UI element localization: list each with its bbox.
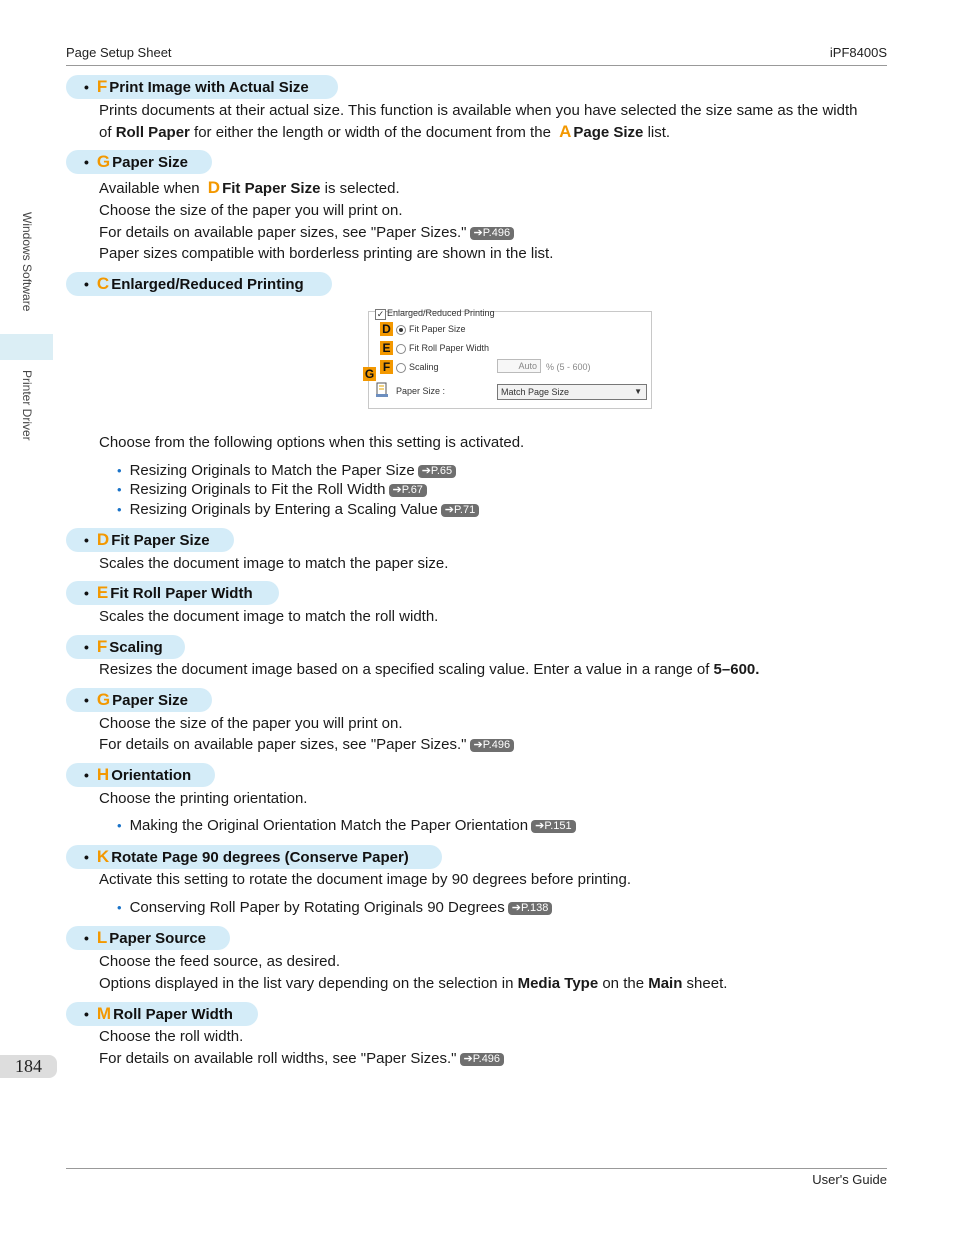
paragraph: Choose the roll width. [99,1028,244,1045]
list-item: • Resizing Originals to Match the Paper Size ➔P.65 [117,461,456,481]
heading-scaling [66,635,185,659]
heading-bullet: • [84,276,89,292]
inline-letter: A [559,122,572,141]
paragraph: Available when D Fit Paper Size is selected. [99,178,400,197]
heading-bullet: • [84,585,89,601]
heading-letter: H [96,765,110,784]
heading-title: Fit Paper Size [111,531,210,549]
page-ref-link[interactable]: ➔P.138 [508,902,553,915]
heading-letter: D [96,530,110,549]
paragraph: Choose the size of the paper you will print on. [99,715,403,732]
paragraph: Activate this setting to rotate the document image by 90 degrees before printing. [99,871,631,888]
side-tab-windows-software[interactable]: Windows Software [20,212,34,312]
paragraph: Scales the document image to match the paper size. [99,555,449,572]
inline-letter: D [207,178,221,197]
heading-bullet: • [84,1006,89,1022]
list-item: • Making the Original Orientation Match the Paper Orientation ➔P.151 [117,816,576,836]
heading-letter: M [96,1004,112,1023]
page-ref-link[interactable]: ➔P.71 [441,504,479,517]
list-item: • Resizing Originals to Fit the Roll Width ➔P.67 [117,480,427,500]
callout-tag-d: D [380,322,393,336]
paragraph: For details on available roll widths, see "Paper Sizes." ➔P.496 [99,1048,889,1069]
paragraph: For details on available paper sizes, see "Paper Sizes." ➔P.496 [99,734,889,755]
footer-guide-name: User's Guide [812,1172,887,1187]
heading-letter: K [96,847,110,866]
paragraph: Prints documents at their actual size. This function is available when you have selected the size same as the width [99,102,858,119]
paragraph: Choose the printing orientation. [99,790,308,807]
footer-divider [66,1168,887,1169]
heading-letter: G [96,152,111,171]
fit-roll-paper-width-radio[interactable] [396,344,406,354]
heading-paper-size [66,150,212,174]
heading-title: Paper Size [112,691,189,709]
heading-title: Scaling [109,638,163,656]
heading-letter: F [96,637,108,656]
header-model-name: iPF8400S [829,45,887,60]
paragraph: Options displayed in the list vary depending on the selection in Media Type on the Main sheet. [99,975,728,992]
paragraph: Resizes the document image based on a specified scaling value. Enter a value in a range of 5–600. [99,661,760,678]
heading-title: Roll Paper Width [113,1005,233,1023]
callout-tag-f: F [380,360,393,374]
chevron-down-icon: ▼ [634,387,642,396]
heading-title: Enlarged/Reduced Printing [111,275,304,293]
paper-size-icon [375,382,389,398]
heading-title: Orientation [111,766,192,784]
heading-fit-paper-size [66,528,234,552]
heading-bullet: • [84,767,89,783]
heading-letter: G [96,690,111,709]
heading-bullet: • [84,639,89,655]
paper-size-label: Paper Size : [396,386,446,396]
side-tab-highlight [0,334,53,360]
scaling-radio[interactable] [396,363,406,373]
paper-size-dropdown[interactable] [497,384,647,400]
enlarged-reduced-checkbox[interactable]: ✓ [376,309,385,319]
header-divider [66,65,887,66]
page-ref-link[interactable]: ➔P.151 [531,820,576,833]
heading-bullet: • [84,532,89,548]
heading-title: Fit Roll Paper Width [110,584,253,602]
callout-tag-e: E [380,341,393,355]
page-ref-link[interactable]: ➔P.496 [470,227,515,240]
heading-paper-source [66,926,230,950]
paragraph: Paper sizes compatible with borderless printing are shown in the list. [99,245,554,262]
list-item: • Resizing Originals by Entering a Scaling Value ➔P.71 [117,500,479,520]
heading-print-image-actual-size [66,75,338,99]
page-number: 184 [0,1055,57,1078]
heading-title: Print Image with Actual Size [109,78,309,96]
heading-bullet: • [84,154,89,170]
heading-letter: E [96,583,109,602]
radio-label: Fit Roll Paper Width [409,343,490,353]
page-ref-link[interactable]: ➔P.496 [460,1053,505,1066]
side-tab-printer-driver[interactable]: Printer Driver [20,370,34,441]
scaling-input[interactable]: Auto [497,359,541,373]
header-section-title: Page Setup Sheet [66,45,172,60]
heading-bullet: • [84,79,89,95]
heading-title: Paper Source [109,929,207,947]
heading-fit-roll-paper-width [66,581,279,605]
heading-bullet: • [84,930,89,946]
heading-paper-size [66,688,212,712]
heading-title: Paper Size [112,153,189,171]
heading-rotate-page-90-degrees [66,845,442,869]
list-item: • Conserving Roll Paper by Rotating Originals 90 Degrees ➔P.138 [117,898,552,918]
heading-letter: F [96,77,108,96]
radio-label: Scaling [409,362,439,372]
paragraph: For details on available paper sizes, see "Paper Sizes." ➔P.496 [99,222,889,243]
heading-enlarged-reduced-printing [66,272,332,296]
enlarged-reduced-dialog-screenshot [364,308,652,409]
page-ref-link[interactable]: ➔P.496 [470,739,515,752]
paragraph: Choose from the following options when this setting is activated. [99,434,525,451]
page-ref-link[interactable]: ➔P.67 [389,484,427,497]
page-ref-link[interactable]: ➔P.65 [418,465,456,478]
paragraph: Choose the size of the paper you will print on. [99,202,403,219]
paragraph: Scales the document image to match the roll width. [99,608,439,625]
paragraph: Choose the feed source, as desired. [99,953,340,970]
fit-paper-size-radio[interactable] [396,325,406,335]
heading-letter: L [96,928,108,947]
heading-letter: C [96,274,110,293]
heading-title: Rotate Page 90 degrees (Conserve Paper) [111,848,409,866]
callout-tag-g: G [364,367,375,381]
heading-bullet: • [84,849,89,865]
heading-roll-paper-width [66,1002,258,1026]
checkbox-label: Enlarged/Reduced Printing [387,308,495,318]
heading-bullet: • [84,692,89,708]
paper-size-dropdown-value: Match Page Size [501,387,570,397]
heading-orientation [66,763,215,787]
scaling-range-label: % (5 - 600) [546,362,591,372]
radio-label: Fit Paper Size [409,324,466,334]
paragraph: of Roll Paper for either the length or width of the document from the A Page Size list. [99,122,671,141]
